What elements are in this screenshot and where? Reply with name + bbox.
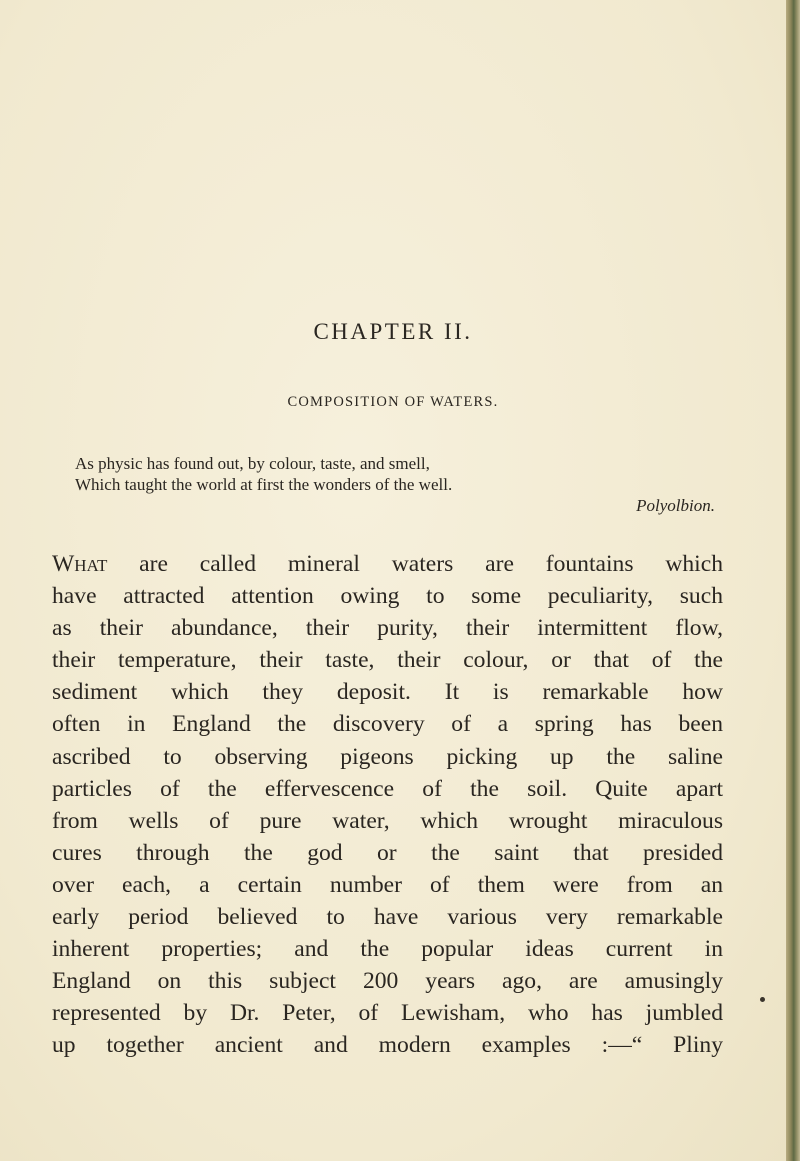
- paragraph-line: over each, a certain number of them were from an: [52, 871, 723, 898]
- paragraph-line: up together ancient and modern examples :—“ Pliny: [52, 1032, 723, 1059]
- paragraph-first-line-rest: are called mineral waters are fountains which: [107, 551, 723, 577]
- paragraph-line: their temperature, their taste, their colour, or that of the: [52, 647, 723, 674]
- paragraph-line: have attracted attention owing to some peculiarity, such: [52, 583, 723, 610]
- book-binding-edge: [786, 0, 800, 1161]
- chapter-title: CHAPTER II.: [313, 319, 473, 344]
- chapter-subtitle: COMPOSITION OF WATERS.: [287, 394, 499, 410]
- paragraph-line: as their abundance, their purity, their intermittent flow,: [52, 615, 723, 642]
- paragraph-line: [52, 548, 723, 580]
- paragraph-line: sediment which they deposit. It is remarkable how: [52, 679, 723, 706]
- paragraph-line: ascribed to observing pigeons picking up the saline: [52, 743, 723, 770]
- epigraph-line: Which taught the world at first the wonders of the well.: [75, 475, 453, 494]
- paragraph-line: early period believed to have various very remarkable: [52, 904, 723, 931]
- margin-ink-spot: [760, 997, 765, 1002]
- paragraph-first-word: What: [52, 551, 108, 577]
- paragraph-line: represented by Dr. Peter, of Lewisham, who has jumbled: [52, 1000, 723, 1027]
- body-paragraph: [52, 548, 723, 1062]
- paragraph-line: England on this subject 200 years ago, are amusingly: [52, 968, 723, 995]
- paragraph-line: often in England the discovery of a spring has been: [52, 711, 723, 738]
- paragraph-line: particles of the effervescence of the soil. Quite apart: [52, 775, 723, 802]
- paragraph-line: inherent properties; and the popular ideas current in: [52, 936, 723, 963]
- paragraph-line: from wells of pure water, which wrought miraculous: [52, 807, 723, 834]
- epigraph-line: As physic has found out, by colour, taste, and smell,: [75, 454, 430, 473]
- paragraph-line: cures through the god or the saint that presided: [52, 839, 723, 866]
- epigraph: [75, 453, 715, 516]
- epigraph-attribution: Polyolbion.: [636, 496, 715, 515]
